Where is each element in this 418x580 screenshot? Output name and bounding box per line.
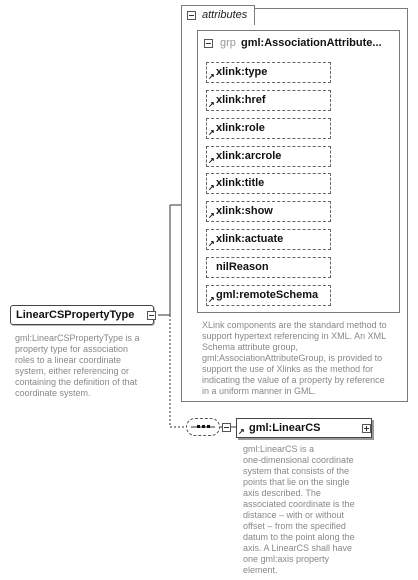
plus-toggle-icon[interactable]: [362, 424, 371, 433]
attribute-name: xlink:show: [216, 205, 273, 217]
reference-arrow-icon: ↗: [208, 72, 215, 81]
description-line: coordinate system.: [15, 388, 91, 398]
element-description: [243, 444, 383, 576]
attributes-title: attributes: [202, 9, 248, 21]
description-line: axis. A LinearCS shall have: [243, 543, 353, 553]
attribute-xlink-actuate[interactable]: [206, 229, 331, 250]
description-line: indicating the value of a property by reference: [202, 375, 385, 385]
description-line: system that consists of the: [243, 466, 350, 476]
description-line: distance – with or without: [243, 510, 345, 520]
description-line: datum to the point along the: [243, 532, 355, 542]
attribute-name: nilReason: [216, 261, 269, 273]
attribute-xlink-arcrole[interactable]: [206, 146, 331, 167]
attribute-xlink-type[interactable]: [206, 62, 331, 83]
description-line: system, either referencing or: [15, 366, 130, 376]
description-line: support hypertext referencing in XML. An XML: [202, 331, 387, 341]
description-line: containing the definition of that: [15, 377, 138, 387]
description-line: in a uniform manner in GML.: [202, 386, 317, 396]
main-type-name: LinearCSPropertyType: [16, 309, 135, 321]
attribute-nilreason[interactable]: [206, 257, 331, 278]
minus-toggle-icon[interactable]: [222, 423, 231, 432]
attribute-xlink-href[interactable]: [206, 90, 331, 111]
description-line: XLink components are the standard method to: [202, 320, 387, 330]
description-line: support the use of Xlinks as the method for: [202, 364, 374, 374]
description-line: element.: [243, 565, 278, 575]
main-type-description: [15, 333, 165, 399]
description-line: associated coordinate is the: [243, 499, 355, 509]
group-name[interactable]: gml:AssociationAttribute...: [241, 37, 382, 49]
element-name: gml:LinearCS: [249, 422, 321, 434]
reference-arrow-icon: ↗: [208, 183, 215, 192]
sequence-compositor-icon[interactable]: [186, 418, 220, 436]
attribute-name: xlink:type: [216, 66, 268, 78]
minus-toggle-icon[interactable]: [187, 11, 196, 20]
description-line: Schema attribute group,: [202, 342, 299, 352]
minus-toggle-icon[interactable]: [147, 311, 156, 320]
description-line: axis described. The: [243, 488, 321, 498]
attribute-name: xlink:href: [216, 94, 266, 106]
attribute-name: xlink:arcrole: [216, 150, 282, 162]
reference-arrow-icon: ↗: [208, 239, 215, 248]
description-line: points that lie on the single: [243, 477, 350, 487]
description-line: gml:LinearCSPropertyType is a: [15, 333, 140, 343]
attribute-gml-remoteschema[interactable]: [206, 285, 331, 306]
attribute-xlink-show[interactable]: [206, 201, 331, 222]
description-line: offset – from the specified: [243, 521, 346, 531]
description-line: roles to a linear coordinate: [15, 355, 122, 365]
description-line: gml:AssociationAttributeGroup, is provided to: [202, 353, 383, 363]
sequence-dots: [191, 423, 215, 431]
description-line: one-dimensional coordinate: [243, 455, 354, 465]
reference-arrow-icon: ↗: [208, 128, 215, 137]
minus-toggle-icon[interactable]: [204, 39, 213, 48]
reference-arrow-icon: ↗: [208, 100, 215, 109]
attribute-xlink-title[interactable]: [206, 173, 331, 194]
element-linear-cs[interactable]: [236, 418, 372, 438]
attribute-name: xlink:actuate: [216, 233, 284, 245]
group-description: [202, 320, 407, 397]
description-line: gml:LinearCS is a: [243, 444, 315, 454]
description-line: one gml:axis property: [243, 554, 330, 564]
main-type-node[interactable]: [10, 305, 154, 325]
attribute-name: gml:remoteSchema: [216, 289, 319, 301]
attributes-tab[interactable]: [181, 5, 255, 25]
description-line: property type for association: [15, 344, 129, 354]
reference-arrow-icon: ↗: [238, 427, 245, 436]
reference-arrow-icon: ↗: [208, 156, 215, 165]
attribute-name: xlink:title: [216, 177, 265, 189]
attribute-xlink-role[interactable]: [206, 118, 331, 139]
attribute-name: xlink:role: [216, 122, 265, 134]
reference-arrow-icon: ↗: [208, 295, 215, 304]
reference-arrow-icon: ↗: [208, 211, 215, 220]
group-keyword: grp: [220, 37, 236, 49]
